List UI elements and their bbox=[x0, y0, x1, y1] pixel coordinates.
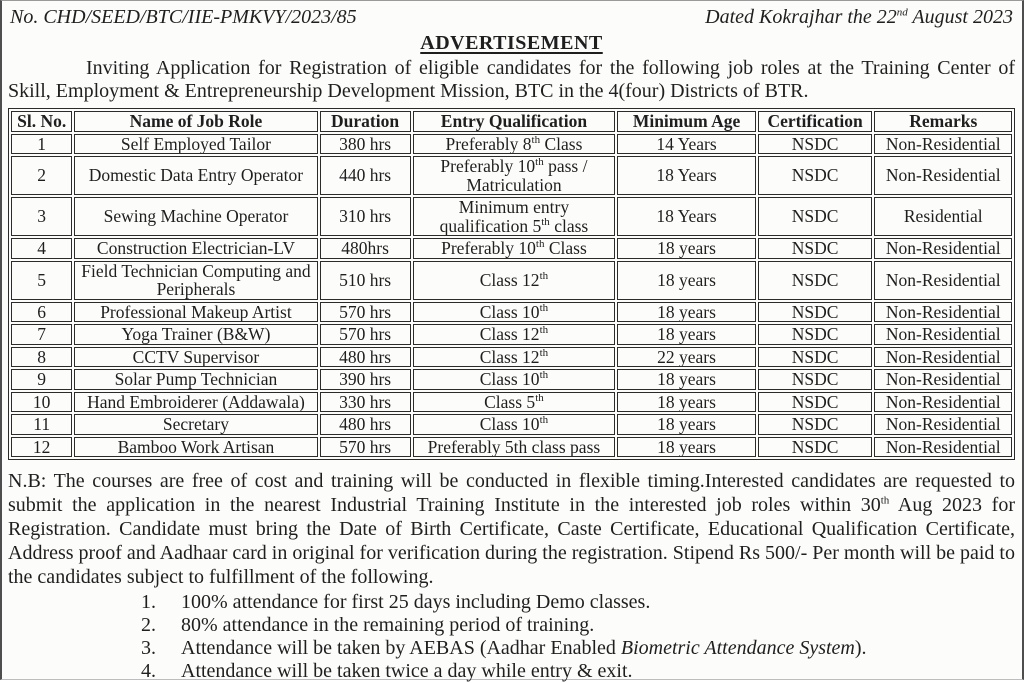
conditions-list bbox=[141, 591, 1015, 683]
table-cell: Class 10th bbox=[413, 302, 616, 323]
table-cell: Preferably 5th class pass bbox=[413, 437, 616, 458]
table-cell: 7 bbox=[11, 324, 72, 345]
table-cell: Preferably 8th Class bbox=[413, 134, 616, 155]
table-cell: CCTV Supervisor bbox=[74, 347, 317, 368]
list-item-text: Attendance will be taken twice a day while entry & exit. bbox=[181, 660, 633, 682]
list-item bbox=[141, 637, 1015, 660]
table-cell: 480 hrs bbox=[320, 414, 411, 435]
table-cell: 440 hrs bbox=[320, 156, 411, 195]
table-cell: 390 hrs bbox=[320, 369, 411, 390]
list-item-text: 100% attendance for first 25 days including Demo classes. bbox=[181, 591, 651, 613]
table-cell: Class 10th bbox=[413, 414, 616, 435]
table-cell: 18 Years bbox=[617, 156, 755, 195]
table-row bbox=[11, 261, 1012, 300]
table-cell: 9 bbox=[11, 369, 72, 390]
table-cell: Sewing Machine Operator bbox=[74, 197, 317, 236]
table-row bbox=[11, 324, 1012, 345]
table-cell: NSDC bbox=[758, 238, 873, 259]
column-header: Sl. No. bbox=[11, 111, 72, 132]
list-item-number: 1. bbox=[141, 591, 156, 613]
table-cell: NSDC bbox=[758, 437, 873, 458]
table-cell: Non-Residential bbox=[874, 302, 1012, 323]
table-cell: Preferably 10th pass / Matriculation bbox=[413, 156, 616, 195]
table-cell: Class 10th bbox=[413, 369, 616, 390]
table-cell: Preferably 10th Class bbox=[413, 238, 616, 259]
table-cell: Non-Residential bbox=[874, 261, 1012, 300]
table-cell: Non-Residential bbox=[874, 414, 1012, 435]
list-item-number: 2. bbox=[141, 614, 156, 636]
column-header: Certification bbox=[758, 111, 873, 132]
column-header: Name of Job Role bbox=[74, 111, 317, 132]
table-cell: Professional Makeup Artist bbox=[74, 302, 317, 323]
table-cell: Class 12th bbox=[413, 347, 616, 368]
list-item-number: 3. bbox=[141, 637, 156, 659]
intro-paragraph: Inviting Application for Registration of eligible candidates for the following job roles at the Training Center of Skill, Employment & Entrepreneurship Development Mission, BTC in the 4(four) Districts of BTR. bbox=[8, 57, 1015, 102]
table-row bbox=[11, 369, 1012, 390]
table-cell: 18 years bbox=[617, 238, 755, 259]
page-title: ADVERTISEMENT bbox=[420, 32, 603, 54]
table-cell: NSDC bbox=[758, 134, 873, 155]
date-line: Dated Kokrajhar the 22nd August 2023 bbox=[705, 6, 1013, 28]
table-cell: Non-Residential bbox=[874, 437, 1012, 458]
table-cell: 1 bbox=[11, 134, 72, 155]
list-item-number: 4. bbox=[141, 660, 156, 682]
table-row bbox=[11, 134, 1012, 155]
table-cell: Non-Residential bbox=[874, 238, 1012, 259]
table-cell: 3 bbox=[11, 197, 72, 236]
document-header bbox=[8, 6, 1015, 29]
table-cell: 570 hrs bbox=[320, 324, 411, 345]
table-cell: 18 years bbox=[617, 261, 755, 300]
table-cell: 510 hrs bbox=[320, 261, 411, 300]
table-cell: NSDC bbox=[758, 261, 873, 300]
table-cell: 6 bbox=[11, 302, 72, 323]
table-cell: NSDC bbox=[758, 302, 873, 323]
table-cell: 14 Years bbox=[617, 134, 755, 155]
list-item-text: Attendance will be taken by AEBAS (Aadhar Enabled Biometric Attendance System). bbox=[181, 637, 867, 659]
table-cell: 570 hrs bbox=[320, 437, 411, 458]
table-row bbox=[11, 156, 1012, 195]
table-row bbox=[11, 392, 1012, 413]
table-cell: Domestic Data Entry Operator bbox=[74, 156, 317, 195]
table-cell: Non-Residential bbox=[874, 156, 1012, 195]
table-cell: Secretary bbox=[74, 414, 317, 435]
table-cell: 18 years bbox=[617, 392, 755, 413]
table-row bbox=[11, 302, 1012, 323]
table-cell: 18 years bbox=[617, 302, 755, 323]
table-cell: 12 bbox=[11, 437, 72, 458]
table-cell: Self Employed Tailor bbox=[74, 134, 317, 155]
table-cell: 480hrs bbox=[320, 238, 411, 259]
table-header-row bbox=[11, 111, 1012, 132]
table-cell: 10 bbox=[11, 392, 72, 413]
table-cell: NSDC bbox=[758, 414, 873, 435]
table-cell: 5 bbox=[11, 261, 72, 300]
column-header: Minimum Age bbox=[617, 111, 755, 132]
table-cell: Solar Pump Technician bbox=[74, 369, 317, 390]
table-cell: NSDC bbox=[758, 347, 873, 368]
table-cell: Non-Residential bbox=[874, 369, 1012, 390]
table-cell: Field Technician Computing and Peripherals bbox=[74, 261, 317, 300]
table-cell: Yoga Trainer (B&W) bbox=[74, 324, 317, 345]
table-cell: Class 12th bbox=[413, 324, 616, 345]
table-cell: NSDC bbox=[758, 156, 873, 195]
table-cell: 18 Years bbox=[617, 197, 755, 236]
table-cell: Non-Residential bbox=[874, 324, 1012, 345]
table-cell: 22 years bbox=[617, 347, 755, 368]
table-row bbox=[11, 238, 1012, 259]
table-cell: 480 hrs bbox=[320, 347, 411, 368]
table-cell: Non-Residential bbox=[874, 392, 1012, 413]
nb-paragraph: N.B: The courses are free of cost and training will be conducted in flexible timing.Interested candidates are requested to submit the application in the nearest Industrial Training Institute in the interested job roles within 30th Aug 2023 for Registration. Candidate must bring the Date of Birth Certificate, Caste Certificate, Educational Qualification Certificate, Address proof and Aadhaar card in original for verification during the registration. Stipend Rs 500/- Per month will be paid to the candidates subject to fulfillment of the following. bbox=[8, 470, 1015, 588]
table-cell: NSDC bbox=[758, 369, 873, 390]
list-item bbox=[141, 614, 1015, 637]
column-header: Entry Qualification bbox=[413, 111, 616, 132]
table-cell: Minimum entry qualification 5th class bbox=[413, 197, 616, 236]
table-cell: Non-Residential bbox=[874, 134, 1012, 155]
list-item-text: 80% attendance in the remaining period of training. bbox=[181, 614, 595, 636]
table-cell: NSDC bbox=[758, 324, 873, 345]
table-row bbox=[11, 437, 1012, 458]
table-cell: Hand Embroiderer (Addawala) bbox=[74, 392, 317, 413]
table-row bbox=[11, 414, 1012, 435]
table-cell: 570 hrs bbox=[320, 302, 411, 323]
table-cell: 380 hrs bbox=[320, 134, 411, 155]
table-cell: 2 bbox=[11, 156, 72, 195]
table-cell: Residential bbox=[874, 197, 1012, 236]
table-cell: 18 years bbox=[617, 369, 755, 390]
table-cell: 4 bbox=[11, 238, 72, 259]
table-row bbox=[11, 347, 1012, 368]
table-cell: NSDC bbox=[758, 197, 873, 236]
table-cell: 330 hrs bbox=[320, 392, 411, 413]
column-header: Remarks bbox=[874, 111, 1012, 132]
list-item bbox=[141, 591, 1015, 614]
table-cell: 11 bbox=[11, 414, 72, 435]
table-cell: 18 years bbox=[617, 414, 755, 435]
table-cell: 18 years bbox=[617, 324, 755, 345]
reference-number: No. CHD/SEED/BTC/IIE-PMKVY/2023/85 bbox=[10, 6, 357, 28]
table-cell: 18 years bbox=[617, 437, 755, 458]
table-cell: Non-Residential bbox=[874, 347, 1012, 368]
table-cell: Bamboo Work Artisan bbox=[74, 437, 317, 458]
table-cell: Construction Electrician-LV bbox=[74, 238, 317, 259]
table-cell: 8 bbox=[11, 347, 72, 368]
column-header: Duration bbox=[320, 111, 411, 132]
table-cell: Class 12th bbox=[413, 261, 616, 300]
table-cell: 310 hrs bbox=[320, 197, 411, 236]
table-cell: NSDC bbox=[758, 392, 873, 413]
job-roles-table bbox=[8, 108, 1015, 460]
table-row bbox=[11, 197, 1012, 236]
table-cell: Class 5th bbox=[413, 392, 616, 413]
